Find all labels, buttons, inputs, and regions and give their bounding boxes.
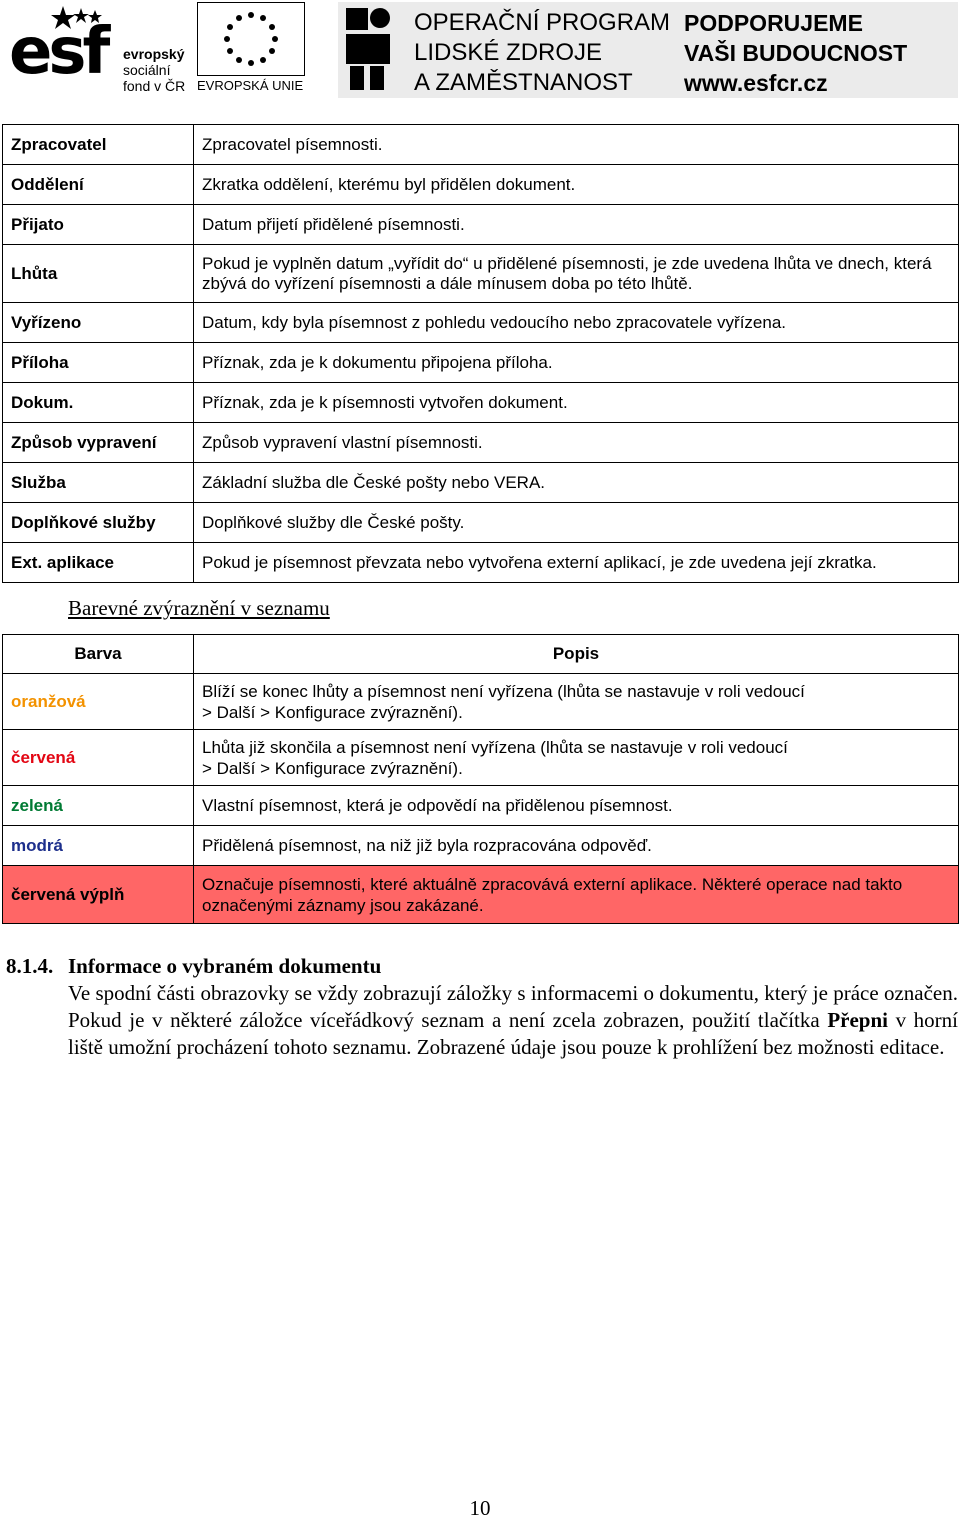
esf-subtitle <box>123 46 185 94</box>
op-line-1: OPERAČNÍ PROGRAM <box>414 9 671 36</box>
page-number: 10 <box>469 1496 491 1520</box>
color-description <box>194 866 959 924</box>
table-row <box>3 245 959 303</box>
field-description: Základní služba dle České pošty nebo VERA. <box>194 463 959 503</box>
color-name: červená výplň <box>3 866 194 924</box>
color-name: zelená <box>3 786 194 826</box>
description-line-1: Přidělená písemnost, na niž již byla rozpracována odpověď. <box>202 836 652 855</box>
paragraph-text-2: v horní liště umožní procházení tohoto seznamu. Zobrazené údaje jsou pouze k prohlížení bez možnosti editace. <box>68 1008 959 1059</box>
field-name: Oddělení <box>3 165 194 205</box>
color-name: modrá <box>3 826 194 866</box>
field-description: Datum přijetí přidělené písemnosti. <box>194 205 959 245</box>
table-row <box>3 463 959 503</box>
op-line-3: A ZAMĚSTNANOST <box>414 69 633 96</box>
description-line-1: Vlastní písemnost, která je odpovědí na přidělenou písemnost. <box>202 796 673 815</box>
op-banner <box>338 2 958 98</box>
eu-logo <box>197 2 305 96</box>
field-description: Příznak, zda je k písemnosti vytvořen dokument. <box>194 383 959 423</box>
op-line-2: LIDSKÉ ZDROJE <box>414 39 603 66</box>
table-row <box>3 423 959 463</box>
description-line-2: > Další > Konfigurace zvýraznění). <box>202 702 463 722</box>
table-row <box>3 205 959 245</box>
color-description <box>194 786 959 826</box>
field-description: Datum, kdy byla písemnost z pohledu vedoucího nebo zpracovatele vyřízena. <box>194 303 959 343</box>
color-legend-table <box>2 634 959 924</box>
description-line-1: Lhůta již skončila a písemnost není vyřízena (lhůta se nastavuje v roli vedoucí <box>202 737 788 757</box>
field-description: Způsob vypravení vlastní písemnosti. <box>194 423 959 463</box>
table-row <box>3 125 959 165</box>
column-header-color: Barva <box>3 635 194 674</box>
table-row <box>3 303 959 343</box>
field-name: Doplňkové služby <box>3 503 194 543</box>
description-line-2: označenými záznamy jsou zakázané. <box>202 895 484 915</box>
button-name-reference: Přepni <box>827 1008 888 1032</box>
esf-line-1: evropský <box>123 46 185 62</box>
field-description: Zpracovatel písemnosti. <box>194 125 959 165</box>
slogan-line-2: VAŠI BUDOUCNOST <box>684 40 908 66</box>
description-line-2: > Další > Konfigurace zvýraznění). <box>202 758 463 778</box>
description-line-1: Označuje písemnosti, které aktuálně zpracovává externí aplikace. Některé operace nad takto <box>202 874 903 894</box>
esf-wordmark: esf <box>9 15 107 89</box>
chapter-paragraph <box>68 980 958 1061</box>
field-description: Pokud je písemnost převzata nebo vytvořena externí aplikací, je zde uvedena její zkratka. <box>194 543 959 583</box>
header-logos <box>0 0 960 100</box>
paragraph-text-1: Ve spodní části obrazovky se vždy zobrazují záložky s informacemi o dokumentu, který je práce označen. Pokud je v některé záložce víceřádkový seznam a není zcela zobrazen, použití tlačítka <box>68 981 958 1032</box>
field-name: Služba <box>3 463 194 503</box>
table-row <box>3 383 959 423</box>
field-description: Doplňkové služby dle České pošty. <box>194 503 959 543</box>
table-row <box>3 165 959 205</box>
chapter-title: Informace o vybraném dokumentu <box>68 954 382 978</box>
color-name: oranžová <box>3 674 194 730</box>
field-description: Zkratka oddělení, kterému byl přidělen dokument. <box>194 165 959 205</box>
color-description <box>194 826 959 866</box>
table-row <box>3 503 959 543</box>
column-description-table <box>2 124 959 583</box>
field-name: Způsob vypravení <box>3 423 194 463</box>
table-row <box>3 343 959 383</box>
slogan-line-1: PODPORUJEME <box>684 10 863 36</box>
color-name: červená <box>3 730 194 786</box>
table-row <box>3 674 959 730</box>
color-description <box>194 674 959 730</box>
field-name: Vyřízeno <box>3 303 194 343</box>
chapter-number: 8.1.4. <box>6 954 54 978</box>
table-row <box>3 543 959 583</box>
field-name: Příloha <box>3 343 194 383</box>
table-row <box>3 866 959 924</box>
field-name: Přijato <box>3 205 194 245</box>
field-description: Příznak, zda je k dokumentu připojena příloha. <box>194 343 959 383</box>
section-heading: Barevné zvýraznění v seznamu <box>68 596 330 620</box>
field-name: Zpracovatel <box>3 125 194 165</box>
table-row <box>3 826 959 866</box>
column-header-description: Popis <box>194 635 959 674</box>
field-name: Ext. aplikace <box>3 543 194 583</box>
esf-line-2: sociální <box>123 62 171 78</box>
description-line-1: Blíží se konec lhůty a písemnost není vyřízena (lhůta se nastavuje v roli vedoucí <box>202 681 805 701</box>
esf-logo <box>5 4 195 94</box>
chapter-heading <box>6 952 958 980</box>
field-name: Dokum. <box>3 383 194 423</box>
color-description <box>194 730 959 786</box>
eu-label: EVROPSKÁ UNIE <box>197 78 304 93</box>
table-header-row <box>3 635 959 674</box>
puzzle-figure-icon <box>340 4 400 92</box>
chapter-section <box>6 952 958 1061</box>
op-slogan <box>684 8 907 98</box>
eu-flag-icon <box>197 2 305 76</box>
field-description: Pokud je vyplněn datum „vyřídit do“ u přidělené písemnosti, je zde uvedena lhůta ve dnech, která zbývá do vyřízení písemnosti a dále mínusem doba po této lhůtě. <box>194 245 959 303</box>
website-url: www.esfcr.cz <box>684 70 828 96</box>
op-title <box>414 8 670 98</box>
table-row <box>3 786 959 826</box>
field-name: Lhůta <box>3 245 194 303</box>
esf-line-3: fond v ČR <box>123 78 186 94</box>
table-row <box>3 730 959 786</box>
